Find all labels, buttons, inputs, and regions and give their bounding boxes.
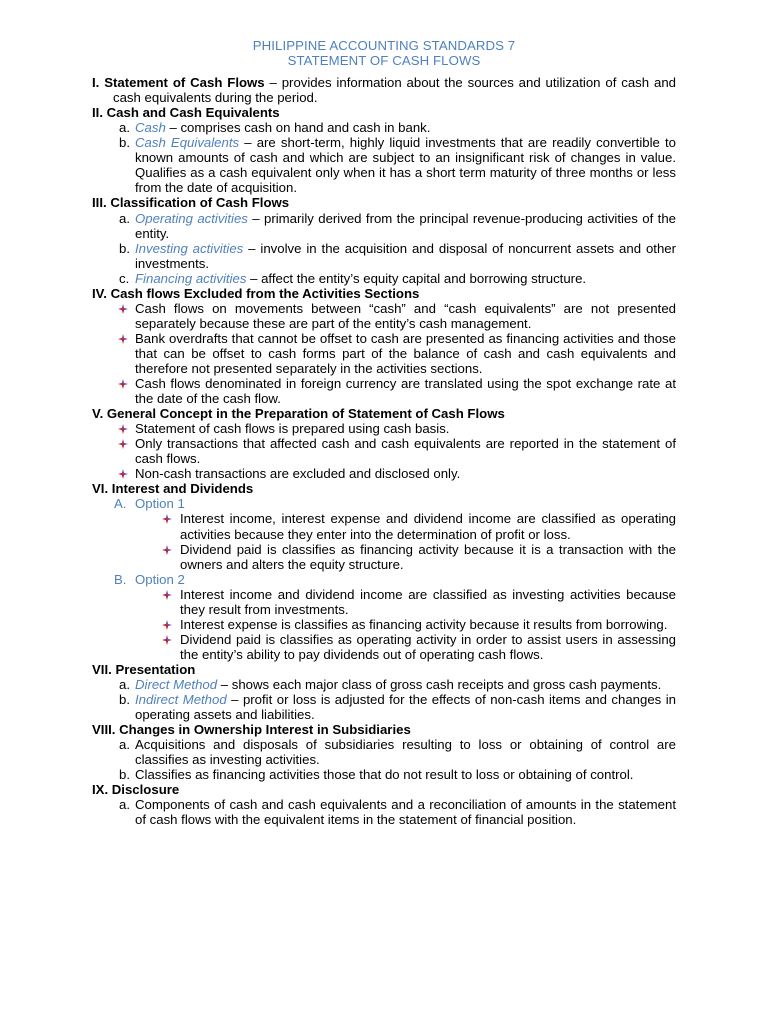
section-5-heading: V. General Concept in the Preparation of Statement of Cash Flows	[92, 406, 505, 422]
bullet-text: Cash flows on movements between “cash” and “cash equivalents” are not presented separately because these are part of the entity’s cash management.	[135, 300, 676, 331]
document-subtitle: STATEMENT OF CASH FLOWS	[287, 53, 481, 69]
item-text: – primarily derived from the principal revenue-producing activities of the entity.	[135, 210, 676, 241]
list-marker: a.	[119, 797, 130, 813]
option-a-heading	[92, 496, 676, 511]
section-4-bullet-2	[92, 331, 676, 376]
bullet-text: Non-cash transactions are excluded and disclosed only.	[135, 466, 461, 482]
option-b-bullet-2	[92, 617, 676, 632]
list-marker: a.	[119, 737, 130, 753]
star-bullet-icon	[118, 334, 128, 344]
document-header	[92, 38, 676, 68]
option-a-bullet-2	[92, 542, 676, 572]
section-1-text: – provides information about the sources and utilization of cash and cash equivalents during the period.	[113, 75, 676, 106]
star-bullet-icon	[118, 439, 128, 449]
bullet-text: Interest income and dividend income are classified as investing activities because they result from investments.	[180, 586, 676, 617]
star-bullet-icon	[118, 379, 128, 389]
section-7-item-a	[92, 677, 676, 692]
bullet-text: Statement of cash flows is prepared using cash basis.	[135, 421, 450, 437]
section-7-item-b	[92, 692, 676, 722]
section-1	[92, 75, 676, 105]
bullet-text: Bank overdrafts that cannot be offset to cash are presented as financing activities and those that can be offset to cash forms part of the balance of cash and cash equivalents and therefore not presented separately in the activities sections.	[135, 330, 676, 376]
list-marker: b.	[119, 767, 130, 783]
term-label: Operating activities	[135, 210, 248, 226]
bullet-text: Only transactions that affected cash and cash equivalents are reported in the statement of cash flows.	[135, 436, 676, 467]
item-text: – are short-term, highly liquid investments that are readily convertible to known amounts of cash and which are subject to an insignificant risk of changes in value. Qualifies as a cash equivalent only when it has a short term maturity of three months or less from the date of acquisition.	[135, 135, 676, 196]
item-text: – profit or loss is adjusted for the effects of non-cash items and changes in operating assets and liabilities.	[135, 692, 676, 723]
item-text: Components of cash and cash equivalents and a reconciliation of amounts in the statement of cash flows with the equivalent items in the statement of financial position.	[135, 797, 676, 828]
section-5-bullet-1	[92, 421, 676, 436]
star-bullet-icon	[118, 304, 128, 314]
term-label: Cash Equivalents	[135, 135, 240, 151]
section-9-heading: IX. Disclosure	[92, 782, 180, 798]
list-marker: b.	[119, 692, 130, 708]
option-label: Option 2	[135, 571, 185, 587]
item-text: – affect the entity’s equity capital and borrowing structure.	[246, 270, 587, 286]
section-8-item-b	[92, 767, 676, 782]
list-marker: B.	[114, 571, 127, 587]
term-label: Cash	[135, 120, 166, 136]
document-title: PHILIPPINE ACCOUNTING STANDARDS 7	[252, 38, 516, 53]
bullet-text: Dividend paid is classifies as financing activity because it is a transaction with the owners and alters the equity structure.	[180, 541, 676, 572]
item-text: – involve in the acquisition and disposal of noncurrent assets and other investments.	[135, 240, 677, 271]
bullet-text: Interest income, interest expense and dividend income are classified as operating activities because they enter into the determination of profit or loss.	[180, 511, 676, 542]
bullet-text: Cash flows denominated in foreign currency are translated using the spot exchange rate at the date of the cash flow.	[135, 376, 676, 407]
item-text: Acquisitions and disposals of subsidiaries resulting to loss or obtaining of control are classifies as investing activities.	[135, 737, 676, 768]
term-label: Direct Method	[135, 676, 218, 692]
list-marker: a.	[119, 120, 130, 136]
option-b-heading	[92, 572, 676, 587]
term-label: Financing activities	[135, 270, 247, 286]
star-bullet-icon	[118, 424, 128, 434]
section-9-item-a	[92, 797, 676, 827]
bullet-text: Interest expense is classifies as financing activity because it results from borrowing.	[180, 616, 668, 632]
section-4-bullet-3	[92, 376, 676, 406]
term-label: Investing activities	[135, 240, 244, 256]
section-5-bullet-2	[92, 436, 676, 466]
star-bullet-icon	[162, 545, 172, 555]
option-label: Option 1	[135, 496, 185, 512]
section-3-item-a	[92, 211, 676, 241]
section-3-heading: III. Classification of Cash Flows	[92, 195, 290, 211]
list-marker: b.	[119, 135, 130, 151]
section-5-bullet-3	[92, 466, 676, 481]
list-marker: a.	[119, 210, 130, 226]
term-label: Indirect Method	[135, 692, 227, 708]
section-7-heading: VII. Presentation	[92, 661, 196, 677]
section-1-heading: I. Statement of Cash Flows	[92, 75, 265, 91]
section-2-heading: II. Cash and Cash Equivalents	[92, 105, 280, 121]
section-8-item-a	[92, 737, 676, 767]
section-2-item-a	[92, 120, 676, 135]
section-3-item-c	[92, 271, 676, 286]
star-bullet-icon	[118, 469, 128, 479]
star-bullet-icon	[162, 635, 172, 645]
section-4-bullet-1	[92, 301, 676, 331]
option-b-bullet-3	[92, 632, 676, 662]
section-8-heading: VIII. Changes in Ownership Interest in Subsidiaries	[92, 722, 411, 738]
item-text: – shows each major class of gross cash receipts and gross cash payments.	[217, 676, 662, 692]
option-b-bullet-1	[92, 587, 676, 617]
star-bullet-icon	[162, 514, 172, 524]
star-bullet-icon	[162, 620, 172, 630]
item-text: Classifies as financing activities those that do not result to loss or obtaining of control.	[135, 767, 634, 783]
section-6-heading: VI. Interest and Dividends	[92, 481, 254, 497]
section-3-item-b	[92, 241, 676, 271]
list-marker: b.	[119, 240, 130, 256]
section-4-heading: IV. Cash flows Excluded from the Activities Sections	[92, 285, 420, 301]
item-text: – comprises cash on hand and cash in bank.	[165, 120, 431, 136]
section-2-item-b	[92, 135, 676, 195]
bullet-text: Dividend paid is classifies as operating activity in order to assist users in assessing the entity’s ability to pay dividends out of operating cash flows.	[180, 631, 676, 662]
option-a-bullet-1	[92, 511, 676, 541]
list-marker: A.	[114, 496, 127, 512]
star-bullet-icon	[162, 590, 172, 600]
list-marker: c.	[119, 270, 130, 286]
list-marker: a.	[119, 676, 130, 692]
